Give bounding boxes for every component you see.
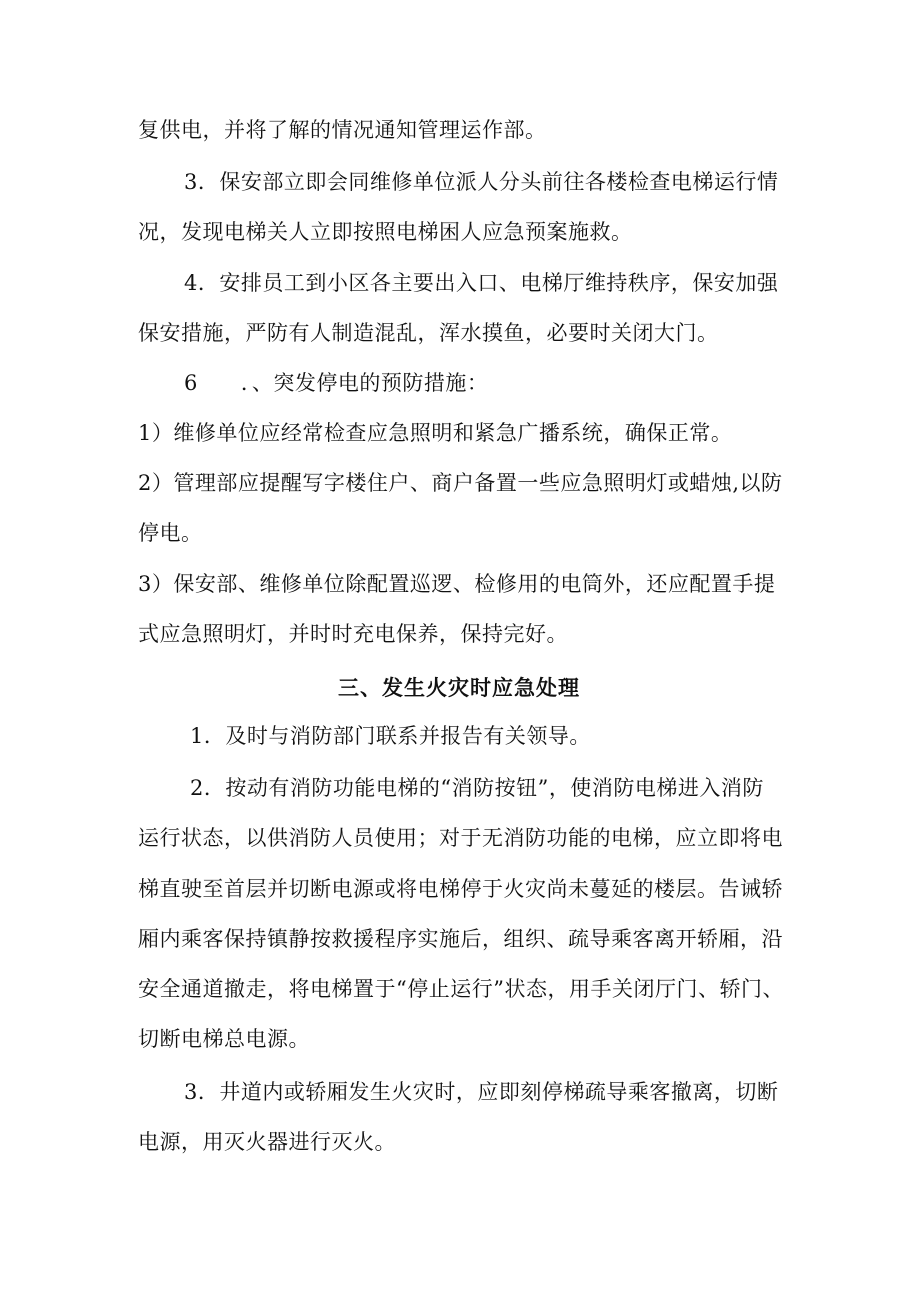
paragraph-line: 电源，用灭火器进行灭火。 <box>138 1130 396 1154</box>
paragraph-line: 1．及时与消防部门联系并报告有关领导。 <box>190 724 591 748</box>
paragraph-line: 厢内乘客保持镇静按救援程序实施后，组织、疏导乘客离开轿厢，沿 <box>138 927 783 951</box>
paragraph-line: 切断电梯总电源。 <box>138 1027 310 1051</box>
paragraph-line: 保安措施，严防有人制造混乱，浑水摸鱼，必要时关闭大门。 <box>138 321 719 345</box>
section-heading: 三、发生火灾时应急处理 <box>338 676 580 700</box>
list-item: 2）管理部应提醒写字楼住户、商户备置一些应急照明灯或蜡烛,以防 <box>138 471 783 495</box>
paragraph-line: 复供电，并将了解的情况通知管理运作部。 <box>138 118 547 142</box>
paragraph-line: 3．井道内或轿厢发生火灾时，应即刻停梯疏导乘客撤离，切断 <box>184 1080 779 1104</box>
paragraph-line: 式应急照明灯，并时时充电保养，保持完好。 <box>138 622 568 646</box>
paragraph-line: 况，发现电梯关人立即按照电梯困人应急预案施救。 <box>138 220 633 244</box>
list-item: 1）维修单位应经常检查应急照明和紧急广播系统，确保正常。 <box>138 421 733 445</box>
subsection-title: 6 ．、突发停电的预防措施： <box>184 371 489 395</box>
paragraph-line: 安全通道撤走，将电梯置于“停止运行”状态，用手关闭厅门、轿门、 <box>138 977 784 1001</box>
paragraph-line: 运行状态，以供消防人员使用；对于无消防功能的电梯，应立即将电 <box>138 826 783 850</box>
paragraph-line: 3．保安部立即会同维修单位派人分头前往各楼检查电梯运行情 <box>184 170 779 194</box>
paragraph-line: 梯直驶至首层并切断电源或将电梯停于火灾尚未蔓延的楼层。告诫轿 <box>138 877 783 901</box>
paragraph-line: 4．安排员工到小区各主要出入口、电梯厅维持秩序，保安加强 <box>184 271 779 295</box>
list-item: 3）保安部、维修单位除配置巡逻、检修用的电筒外，还应配置手提 <box>138 572 776 596</box>
paragraph-line: 2．按动有消防功能电梯的“消防按钮”，使消防电梯进入消防 <box>190 776 764 800</box>
paragraph-line: 停电。 <box>138 521 203 545</box>
